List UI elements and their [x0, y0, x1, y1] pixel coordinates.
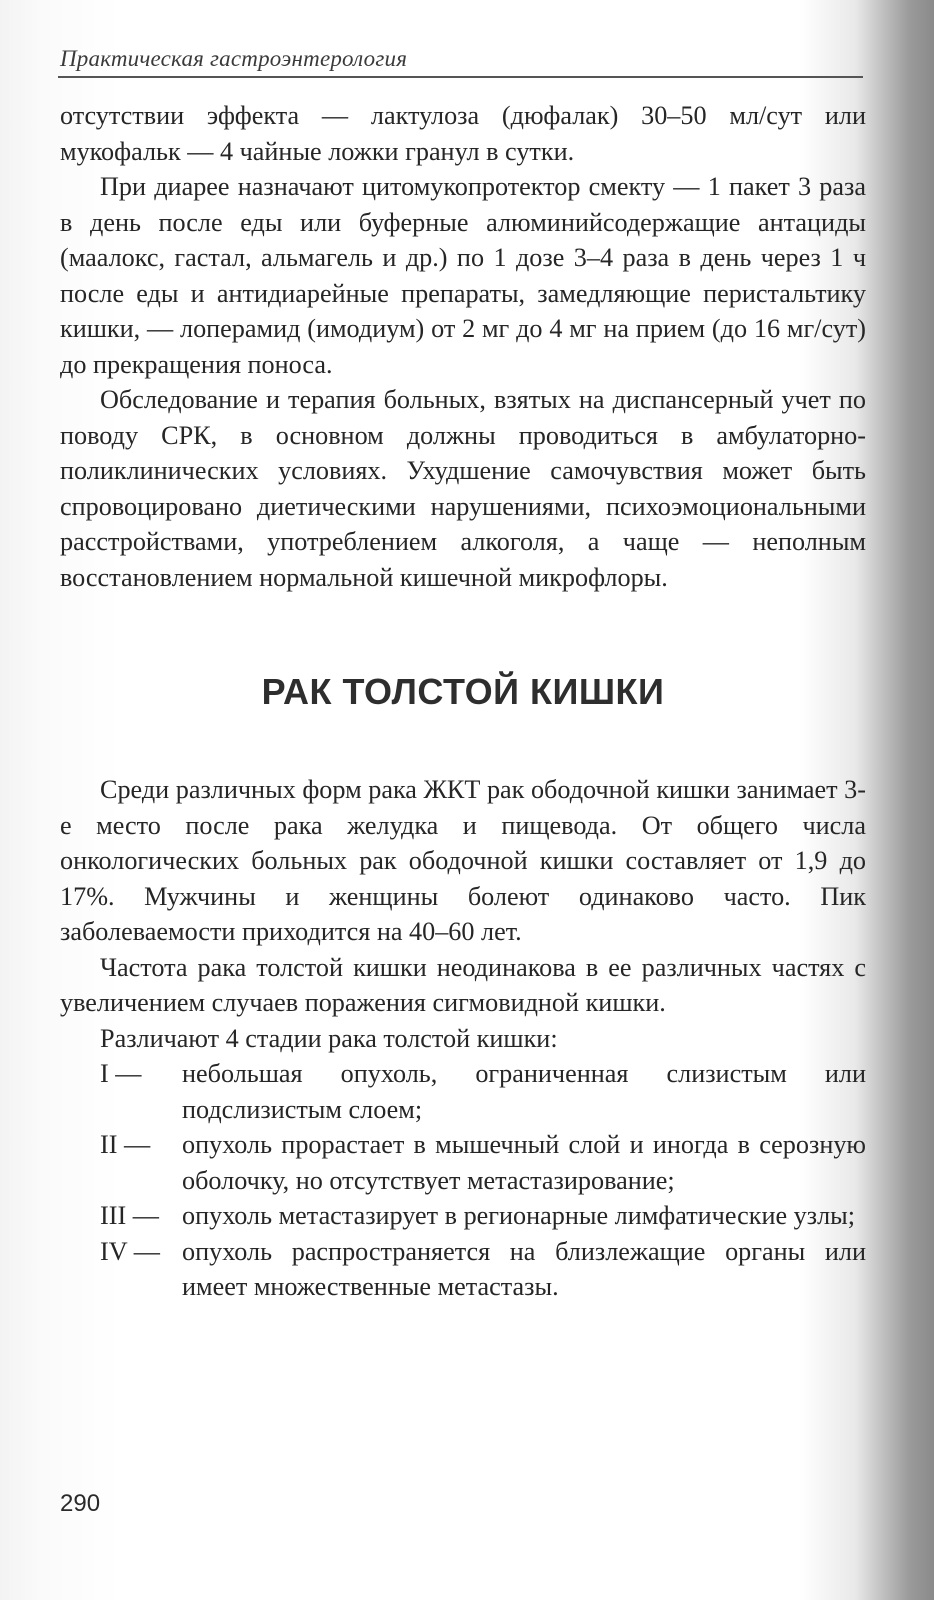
paragraph-2: При диарее назначают цитомукопротектор смекту — 1 пакет 3 раза в день после еды или буферные алюминийсодержащие антациды (маалокс, гастал, альмагель и др.) по 1 дозе 3–4 раза в день через 1 ч после еды и антидиарейные препараты, замедляющие перистальтику кишки, — лоперамид (имодиум) от 2 мг до 4 мг на прием (до 16 мг/сут) до прекращения поноса. [60, 172, 866, 379]
stage-item-3 [60, 1198, 866, 1234]
stage-number: II — [100, 1130, 151, 1159]
stage-description: опухоль метастазирует в регионарные лимфатические узлы; [182, 1201, 856, 1230]
stage-description: опухоль прорастает в мышечный слой и иногда в серозную оболочку, но отсутствует метастазирование; [182, 1130, 866, 1195]
header-rule [58, 76, 863, 78]
page-number: 290 [60, 1490, 101, 1517]
stage-number: IV — [100, 1236, 160, 1266]
stage-item-4 [60, 1234, 866, 1305]
stage-description: опухоль распространяется на близлежащие органы или имеет множественные метастазы. [182, 1236, 866, 1301]
stage-number: III — [100, 1201, 159, 1230]
stage-item-2 [60, 1127, 866, 1198]
running-header: Практическая гастроэнтерология [60, 46, 408, 71]
stage-item-1 [60, 1056, 866, 1127]
paragraph-6: Различают 4 стадии рака толстой кишки: [100, 1023, 558, 1053]
stage-description: небольшая опухоль, ограниченная слизистым или подслизистым слоем; [182, 1059, 866, 1124]
paragraph-5: Частота рака толстой кишки неодинакова в ее различных частях с увеличением случаев поражения сигмовидной кишки. [60, 952, 866, 1017]
paragraph-3: Обследование и терапия больных, взятых на диспансерный учет по поводу СРК, в основном должны проводиться в амбулаторно-поликлинических условиях. Ухудшение самочувствия может быть спровоцировано диетическими нарушениями, психоэмоциональными расстройствами, употреблением алкоголя, а чаще — неполным восстановлением нормальной кишечной микрофлоры. [60, 385, 866, 592]
paragraph-4: Среди различных форм рака ЖКТ рак ободочной кишки занимает 3-е место после рака желудка и пищевода. От общего числа онкологических больных рак ободочной кишки составляет от 1,9 до 17%. Мужчины и женщины болеют одинаково часто. Пик заболеваемости приходится на 40–60 лет. [60, 775, 866, 946]
section-heading: РАК ТОЛСТОЙ КИШКИ [261, 671, 665, 712]
page-content [60, 98, 866, 1305]
paragraph-1: отсутствии эффекта — лактулоза (дюфалак) 30–50 мл/сут или мукофальк — 4 чайные ложки гранул в сутки. [60, 101, 866, 166]
stage-number: I — [100, 1059, 142, 1088]
